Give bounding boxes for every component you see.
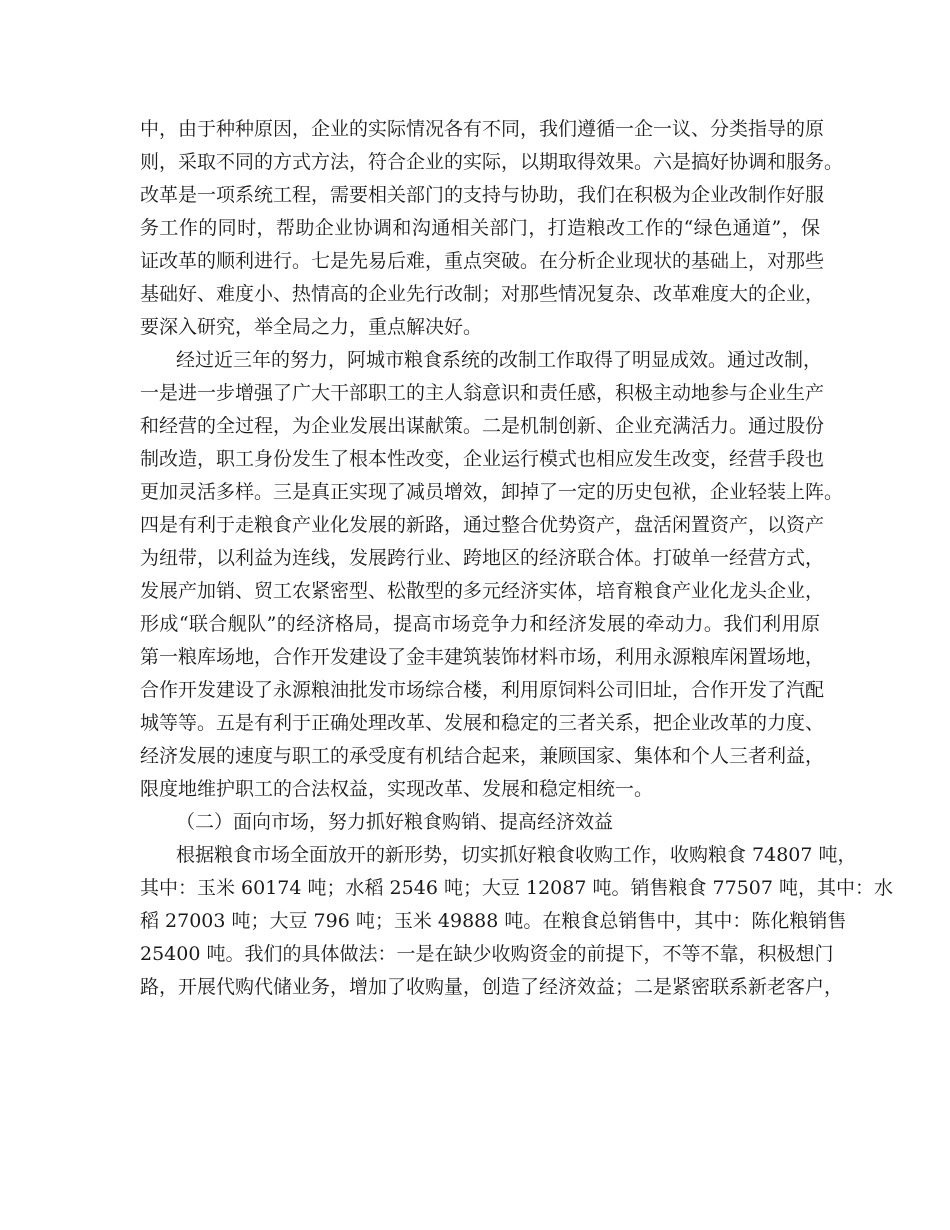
text-line: 一是进一步增强了广大干部职工的主人翁意识和责任感，积极主动地参与企业生产 [140, 382, 825, 404]
text-line: 为纽带，以利益为连线，发展跨行业、跨地区的经济联合体。打破单一经营方式， [140, 547, 825, 569]
text-line: 路，开展代购代储业务，增加了收购量，创造了经济效益；二是紧密联系新老客户， [140, 976, 844, 998]
document-body [140, 113, 893, 1004]
text-line: 经过近三年的努力，阿城市粮食系统的改制工作取得了明显成效。通过改制， [176, 349, 823, 371]
text-line: 其中：玉米 60174 吨；水稻 2546 吨；大豆 12087 吨。销售粮食 77507 吨，其中：水 [140, 877, 893, 899]
text-line: 形成“联合舰队”的经济格局，提高市场竞争力和经济发展的牵动力。我们利用原 [140, 613, 820, 635]
text-line: 四是有利于走粮食产业化发展的新路，通过整合优势资产，盘活闲置资产，以资产 [140, 514, 825, 536]
paragraph-1 [140, 113, 844, 344]
text-line: 更加灵活多样。三是真正实现了减员增效，卸掉了一定的历史包袱，企业轻装上阵。 [140, 481, 844, 503]
text-line: 合作开发建设了永源粮油批发市场综合楼，利用原饲料公司旧址，合作开发了汽配 [140, 679, 825, 701]
text-line: 根据粮食市场全面放开的新形势，切实抓好粮食收购工作，收购粮食 74807 吨， [176, 844, 857, 866]
text-line: 证改革的顺利进行。七是先易后难，重点突破。在分析企业现状的基础上，对那些 [140, 250, 825, 272]
text-line: 第一粮库场地，合作开发建设了金丰建筑装饰材料市场，利用永源粮库闲置场地， [140, 646, 825, 668]
text-line: 稻 27003 吨；大豆 796 吨；玉米 49888 吨。在粮食总销售中，其中：陈化粮销售 [140, 910, 847, 932]
text-line: 中，由于种种原因，企业的实际情况各有不同，我们遵循一企一议、分类指导的原 [140, 118, 825, 140]
text-line: 基础好、难度小、热情高的企业先行改制；对那些情况复杂、改革难度大的企业， [140, 283, 825, 305]
text-line: 则，采取不同的方式方法，符合企业的实际，以期取得效果。六是搞好协调和服务。 [140, 151, 844, 173]
text-line: 25400 吨。我们的具体做法：一是在缺少收购资金的前提下，不等不靠，积极想门 [140, 943, 834, 965]
section-heading [140, 806, 820, 839]
text-line: 发展产加销、贸工农紧密型、松散型的多元经济实体，培育粮食产业化龙头企业， [140, 580, 825, 602]
text-line: 经济发展的速度与职工的承受度有机结合起来，兼顾国家、集体和个人三者利益， [140, 745, 825, 767]
text-line: 务工作的同时，帮助企业协调和沟通相关部门，打造粮改工作的“绿色通道”，保 [140, 217, 820, 239]
text-line: 限度地维护职工的合法权益，实现改革、发展和稳定相统一。 [140, 778, 654, 800]
text-line: 城等等。五是有利于正确处理改革、发展和稳定的三者关系，把企业改革的力度、 [140, 712, 825, 734]
text-line: 和经营的全过程，为企业发展出谋献策。二是机制创新、企业充满活力。通过股份 [140, 415, 825, 437]
paragraph-3 [140, 839, 893, 1004]
section-subheading: （二）面向市场，努力抓好粮食购销、提高经济效益 [176, 811, 614, 833]
paragraph-2 [140, 344, 844, 806]
text-line: 改革是一项系统工程，需要相关部门的支持与协助，我们在积极为企业改制作好服 [140, 184, 825, 206]
text-line: 要深入研究，举全局之力，重点解决好。 [140, 316, 483, 338]
text-line: 制改造，职工身份发生了根本性改变，企业运行模式也相应发生改变，经营手段也 [140, 448, 825, 470]
